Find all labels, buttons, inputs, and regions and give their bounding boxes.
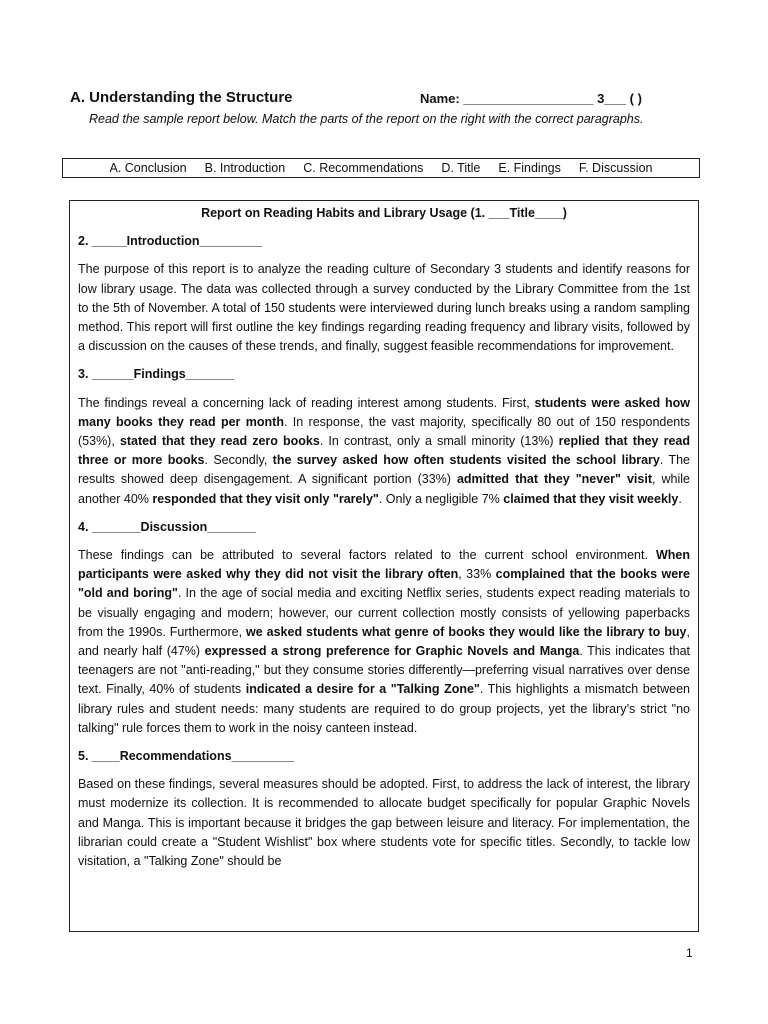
text-run: The findings reveal a concerning lack of reading interest among students. First,	[78, 395, 535, 410]
text-run: . This highlights a mismatch between library rules and student needs: many students are required to do group projects, yet the library’s strict "no talking" rule forces them to work in the noisy canteen instead.	[78, 682, 690, 735]
findings-heading: 3. ______Findings_______	[78, 367, 235, 382]
option-discussion: F. Discussion	[578, 161, 653, 175]
option-introduction: B. Introduction	[204, 161, 286, 175]
text-run: . The results showed deep disengagement. A significant portion (33%)	[78, 453, 691, 487]
bold-phrase: we asked students what genre of books they would like the library to buy	[246, 624, 687, 639]
text-run: . In response, the vast majority, specifically 80 out of 150 respondents (53%),	[78, 414, 690, 449]
text-run: . This indicates that teenagers are not "anti-reading," but they consume stories differently—preferring visual narratives over dense text. Finally, 40% of students	[78, 644, 691, 697]
instructions: Read the sample report below. Match the parts of the report on the right with the correct paragraphs.	[89, 112, 644, 126]
bold-phrase: expressed a strong preference for Graphic Novels and Manga	[204, 644, 580, 659]
text-run: These findings can be attributed to several factors related to the current school environment.	[78, 548, 656, 563]
option-findings: E. Findings	[498, 161, 561, 175]
introduction-paragraph: The purpose of this report is to analyze the reading culture of Secondary 3 students and identify reasons for low library usage. The data was collected through a survey conducted by the Library Committee from the 1st to the 5th of November. A total of 150 students were interviewed during lunch breaks using a random sampling method. This report will first outline the key findings regarding reading frequency and library visits, followed by a discussion on the causes of these trends, and finally, suggest feasible recommendations for improvement.	[78, 262, 690, 354]
recommendations-paragraph: Based on these findings, several measures should be adopted. First, to address the lack of interest, the library must modernize its collection. It is recommended to allocate budget specifically for popular Graphic Novels and Manga. This is important because it bridges the gap between leisure and literacy. For implementation, the librarian could create a "Student Wishlist" box where students vote for specific titles. Secondly, to tackle low visitation, a "Talking Zone" should be	[78, 777, 690, 869]
text-run: , while another 40%	[78, 472, 690, 506]
bold-phrase: the survey asked how often students visited the school library	[272, 453, 660, 468]
option-conclusion: A. Conclusion	[109, 161, 187, 175]
page-number: 1	[686, 946, 693, 960]
text-run: . Secondly,	[204, 453, 273, 468]
header-row	[70, 89, 710, 111]
text-run: . In the age of social media and exciting Netflix series, students expect reading materials to be visually engaging and modern; however, our current collection mostly consists of yellowing paperbacks from the 1990s. Furthermore,	[78, 586, 690, 639]
bold-phrase: indicated a desire for a "Talking Zone"	[245, 682, 480, 697]
bold-phrase: replied that they read three or more books	[78, 434, 690, 468]
name-class-field: Name: __________________ 3___ ( )	[420, 91, 642, 106]
text-run: , 33%	[458, 567, 496, 582]
bold-phrase: responded that they visit only "rarely"	[152, 491, 379, 506]
option-recommendations: C. Recommendations	[303, 161, 424, 175]
option-title: D. Title	[441, 161, 481, 175]
bold-phrase: stated that they read zero books	[119, 434, 320, 449]
report-box	[69, 200, 699, 932]
findings-paragraph	[78, 394, 690, 509]
discussion-heading: 4. _______Discussion_______	[78, 519, 256, 534]
bold-phrase: students were asked how many books they read per month	[78, 395, 690, 429]
bold-phrase: When participants were asked why they did not visit the library often	[78, 548, 690, 582]
text-run: , and nearly half (47%)	[78, 624, 690, 659]
bold-phrase: admitted that they "never" visit	[456, 472, 652, 487]
bold-phrase: claimed that they visit weekly	[503, 491, 679, 506]
text-run: .	[678, 491, 682, 506]
section-title: A. Understanding the Structure	[70, 89, 293, 106]
discussion-paragraph	[78, 546, 690, 738]
text-run: . Only a negligible 7%	[378, 491, 504, 506]
introduction-heading: 2. _____Introduction_________	[78, 234, 263, 249]
report-title: Report on Reading Habits and Library Usage (1. ___Title____)	[201, 206, 567, 220]
recommendations-heading: 5. ____Recommendations_________	[78, 749, 295, 764]
text-run: . In contrast, only a small minority (13%)	[319, 434, 559, 449]
options-box	[62, 158, 700, 178]
bold-phrase: complained that the books were "old and boring"	[78, 567, 690, 601]
